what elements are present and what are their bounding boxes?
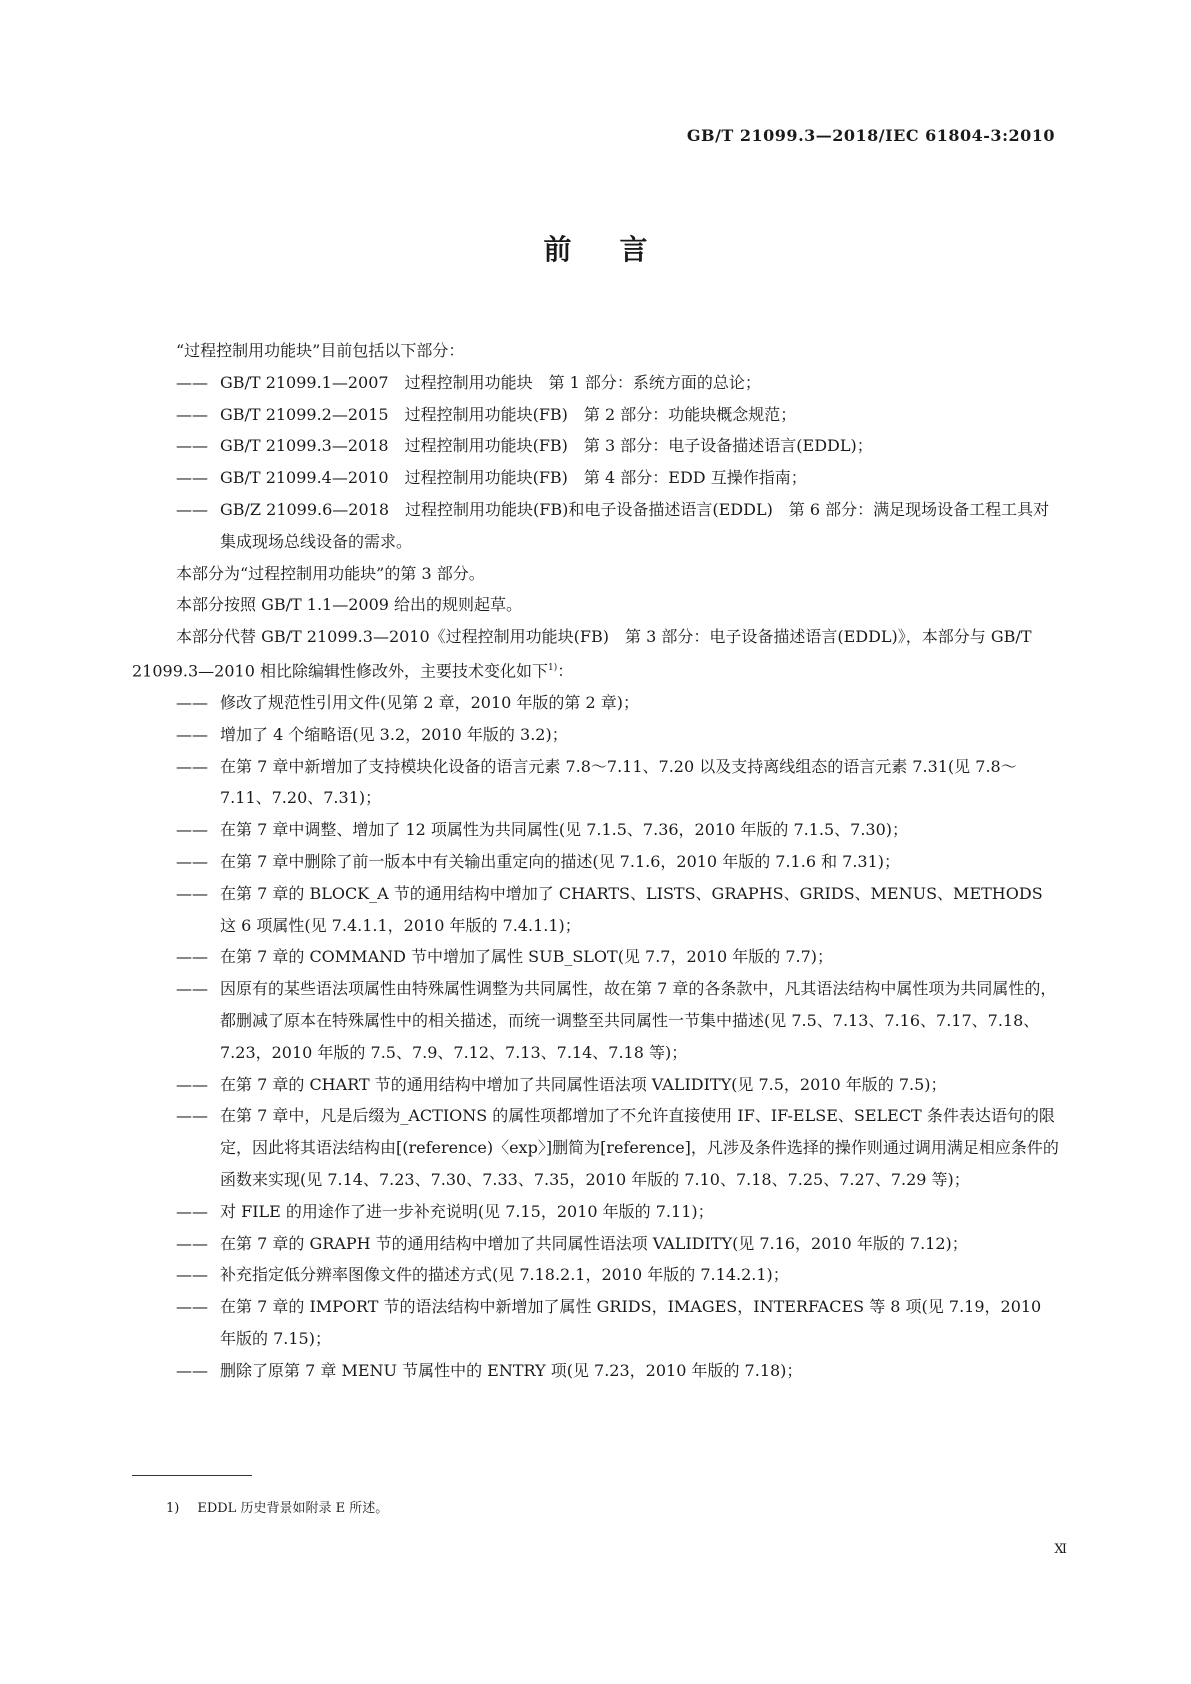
list-item: —— GB/T 21099.2—2015 过程控制用功能块(FB) 第 2 部分：功能块概念规范； (132, 399, 1060, 431)
footnote-divider (132, 1475, 252, 1476)
dash: —— (176, 1074, 208, 1094)
list-item: —— 在第 7 章中删除了前一版本中有关输出重定向的描述(见 7.1.6，2010 年版的 7.1.6 和 7.31)； (132, 846, 1060, 878)
dash: —— (176, 947, 208, 967)
list-item: —— 在第 7 章中，凡是后缀为_ACTIONS 的属性项都增加了不允许直接使用 IF、IF-ELSE、SELECT 条件表达语句的限定，因此将其语法结构由[(reference)〈exp〉]删简为[reference]，凡涉及条件选择的操作则通过调用满足相应条件的函数来实现(见 7.14、7.23、7.30、7.33、7.35，2010 年版的 7.10、7.18、7.25、7.27、7.29 等)； (132, 1100, 1060, 1195)
foreword-body (132, 335, 1060, 1387)
list-item: —— 删除了原第 7 章 MENU 节属性中的 ENTRY 项(见 7.23，2010 年版的 7.18)； (132, 1355, 1060, 1387)
list-item: —— 因原有的某些语法项属性由特殊属性调整为共同属性，故在第 7 章的各条款中，凡其语法结构中属性项为共同属性的，都删减了原本在特殊属性中的相关描述，而统一调整至共同属性一节集中描述(见 7.5、7.13、7.16、7.17、7.18、7.23，2010 年版的 7.5、7.9、7.12、7.13、7.14、7.18 等)； (132, 973, 1060, 1068)
list-item: —— 在第 7 章的 GRAPH 节的通用结构中增加了共同属性语法项 VALIDITY(见 7.16，2010 年版的 7.12)； (132, 1228, 1060, 1260)
standard-number-header: GB/T 21099.3—2018/IEC 61804-3:2010 (686, 126, 1055, 145)
dash: —— (176, 820, 208, 840)
list-item: —— GB/T 21099.4—2010 过程控制用功能块(FB) 第 4 部分：EDD 互操作指南； (132, 462, 1060, 494)
footnote-ref[interactable]: 1) (547, 662, 558, 673)
dash: —— (176, 468, 208, 488)
list-item: —— 补充指定低分辨率图像文件的描述方式(见 7.18.2.1，2010 年版的 7.14.2.1)； (132, 1259, 1060, 1291)
changes-list (132, 687, 1060, 1387)
list-item: —— 在第 7 章的 COMMAND 节中增加了属性 SUB_SLOT(见 7.7，2010 年版的 7.7)； (132, 941, 1060, 973)
list-item: —— 在第 7 章的 IMPORT 节的语法结构中新增加了属性 GRIDS，IMAGES，INTERFACES 等 8 项(见 7.19，2010 年版的 7.15)； (132, 1291, 1060, 1355)
list-item: —— 在第 7 章的 CHART 节的通用结构中增加了共同属性语法项 VALIDITY(见 7.5，2010 年版的 7.5)； (132, 1069, 1060, 1101)
footnote-number: 1) (166, 1501, 180, 1516)
dash: —— (176, 499, 208, 519)
list-item: —— 在第 7 章的 BLOCK_A 节的通用结构中增加了 CHARTS、LISTS、GRAPHS、GRIDS、MENUS、METHODS 这 6 项属性(见 7.4.1.1，2010 年版的 7.4.1.1)； (132, 878, 1060, 942)
parts-list (132, 367, 1060, 558)
dash: —— (176, 979, 208, 999)
statement-rules: 本部分按照 GB/T 1.1—2009 给出的规则起草。 (176, 595, 523, 615)
list-item: —— GB/T 21099.1—2007 过程控制用功能块 第 1 部分：系统方面的总论； (132, 367, 1060, 399)
list-item: —— 增加了 4 个缩略语(见 3.2，2010 年版的 3.2)； (132, 719, 1060, 751)
dash: —— (176, 1265, 208, 1285)
footnote-text: EDDL 历史背景如附录 E 所述。 (197, 1501, 389, 1516)
page-title: 前言 (543, 233, 696, 266)
statement-replace: 本部分代替 GB/T 21099.3—2010《过程控制用功能块(FB) 第 3 部分：电子设备描述语言(EDDL)》，本部分与 GB/T 21099.3—2010 相比除编辑性修改外，主要技术变化如下$^{1)}$： (132, 627, 1032, 681)
page-number: Ⅺ (1054, 1542, 1067, 1557)
dash: —— (176, 1106, 208, 1126)
dash: —— (176, 756, 208, 776)
dash: —— (176, 883, 208, 903)
dash: —— (176, 372, 208, 392)
footnote (166, 1497, 388, 1516)
dash: —— (176, 1201, 208, 1221)
statement-part: 本部分为“过程控制用功能块”的第 3 部分。 (176, 563, 485, 583)
dash: —— (176, 436, 208, 456)
dash: —— (176, 724, 208, 744)
list-item: —— 对 FILE 的用途作了进一步补充说明(见 7.15，2010 年版的 7.11)； (132, 1196, 1060, 1228)
intro-paragraph: “过程控制用功能块”目前包括以下部分： (176, 341, 465, 360)
dash: —— (176, 1360, 208, 1380)
list-item: —— GB/Z 21099.6—2018 过程控制用功能块(FB)和电子设备描述语言(EDDL) 第 6 部分：满足现场设备工程工具对集成现场总线设备的需求。 (132, 494, 1060, 558)
list-item: —— 在第 7 章中调整、增加了 12 项属性为共同属性(见 7.1.5、7.36，2010 年版的 7.1.5、7.30)； (132, 814, 1060, 846)
dash: —— (176, 1233, 208, 1253)
list-item: —— 修改了规范性引用文件(见第 2 章，2010 年版的第 2 章)； (132, 687, 1060, 719)
dash: —— (176, 693, 208, 713)
list-item: —— 在第 7 章中新增加了支持模块化设备的语言元素 7.8～7.11、7.20 以及支持离线组态的语言元素 7.31(见 7.8～7.11、7.20、7.31)； (132, 751, 1060, 815)
dash: —— (176, 404, 208, 424)
list-item: —— GB/T 21099.3—2018 过程控制用功能块(FB) 第 3 部分：电子设备描述语言(EDDL)； (132, 430, 1060, 462)
dash: —— (176, 1297, 208, 1317)
dash: —— (176, 852, 208, 872)
